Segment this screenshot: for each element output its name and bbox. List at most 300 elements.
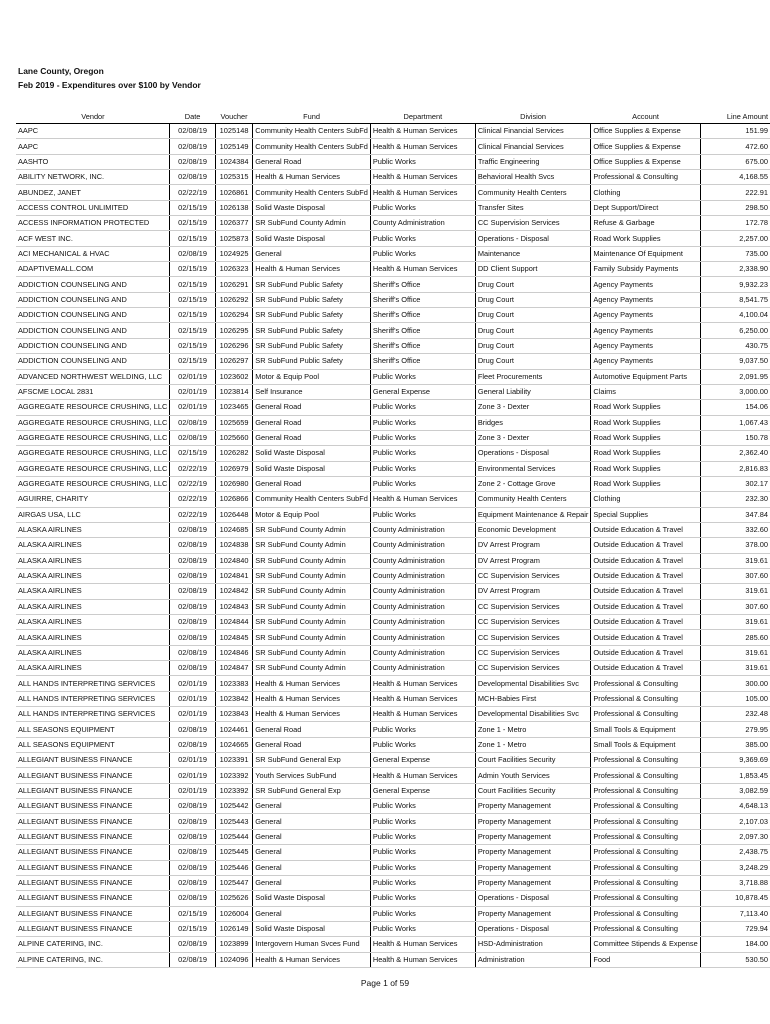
cell-fund: SR SubFund Public Safety — [253, 323, 371, 338]
table-row — [16, 737, 770, 752]
cell-voucher: 1024845 — [215, 630, 253, 645]
table-row — [16, 845, 770, 860]
cell-voucher: 1026377 — [215, 216, 253, 231]
table-row — [16, 354, 770, 369]
cell-account: Professional & Consulting — [591, 753, 700, 768]
cell-voucher: 1025446 — [215, 860, 253, 875]
cell-line-amount: 319.61 — [700, 584, 770, 599]
cell-date: 02/15/19 — [170, 231, 215, 246]
cell-department: Public Works — [370, 891, 475, 906]
cell-account: Professional & Consulting — [591, 829, 700, 844]
cell-line-amount: 307.60 — [700, 568, 770, 583]
cell-department: Public Works — [370, 231, 475, 246]
cell-fund: SR SubFund General Exp — [253, 783, 371, 798]
cell-vendor: ALASKA AIRLINES — [16, 661, 170, 676]
cell-division: Zone 1 - Metro — [475, 722, 591, 737]
cell-fund: Solid Waste Disposal — [253, 231, 371, 246]
cell-date: 02/08/19 — [170, 737, 215, 752]
table-row — [16, 891, 770, 906]
cell-account: Outside Education & Travel — [591, 645, 700, 660]
cell-account: Road Work Supplies — [591, 461, 700, 476]
cell-vendor: ALLEGIANT BUSINESS FINANCE — [16, 875, 170, 890]
cell-division: Drug Court — [475, 308, 591, 323]
cell-account: Agency Payments — [591, 338, 700, 353]
cell-vendor: ADVANCED NORTHWEST WELDING, LLC — [16, 369, 170, 384]
cell-date: 02/15/19 — [170, 354, 215, 369]
cell-line-amount: 430.75 — [700, 338, 770, 353]
cell-division: Administration — [475, 952, 591, 967]
cell-fund: Community Health Centers SubFd — [253, 139, 371, 154]
table-header-row — [16, 109, 770, 124]
cell-vendor: AGGREGATE RESOURCE CRUSHING, LLC — [16, 476, 170, 491]
cell-date: 02/08/19 — [170, 415, 215, 430]
cell-date: 02/08/19 — [170, 630, 215, 645]
table-row — [16, 400, 770, 415]
cell-voucher: 1026980 — [215, 476, 253, 491]
cell-line-amount: 232.30 — [700, 492, 770, 507]
cell-fund: Intergovern Human Svces Fund — [253, 937, 371, 952]
column-header-vendor: Vendor — [16, 109, 170, 124]
cell-fund: SR SubFund Public Safety — [253, 277, 371, 292]
cell-fund: Health & Human Services — [253, 691, 371, 706]
cell-fund: General Road — [253, 415, 371, 430]
cell-line-amount: 154.06 — [700, 400, 770, 415]
table-row — [16, 753, 770, 768]
cell-vendor: ABILITY NETWORK, INC. — [16, 170, 170, 185]
cell-division: Zone 2 - Cottage Grove — [475, 476, 591, 491]
cell-department: County Administration — [370, 216, 475, 231]
table-row — [16, 691, 770, 706]
cell-vendor: ALL HANDS INTERPRETING SERVICES — [16, 707, 170, 722]
cell-line-amount: 7,113.40 — [700, 906, 770, 921]
cell-department: Public Works — [370, 369, 475, 384]
cell-line-amount: 2,091.95 — [700, 369, 770, 384]
table-row — [16, 661, 770, 676]
cell-vendor: ALPINE CATERING, INC. — [16, 952, 170, 967]
cell-vendor: ALLEGIANT BUSINESS FINANCE — [16, 783, 170, 798]
cell-line-amount: 9,932.23 — [700, 277, 770, 292]
cell-line-amount: 2,438.75 — [700, 845, 770, 860]
cell-account: Professional & Consulting — [591, 691, 700, 706]
table-row — [16, 507, 770, 522]
cell-division: Operations - Disposal — [475, 446, 591, 461]
cell-division: Operations - Disposal — [475, 231, 591, 246]
cell-division: HSD-Administration — [475, 937, 591, 952]
cell-vendor: ALL SEASONS EQUIPMENT — [16, 722, 170, 737]
cell-fund: SR SubFund Public Safety — [253, 292, 371, 307]
cell-fund: Community Health Centers SubFd — [253, 492, 371, 507]
cell-department: Health & Human Services — [370, 768, 475, 783]
cell-date: 02/08/19 — [170, 891, 215, 906]
cell-voucher: 1026323 — [215, 262, 253, 277]
cell-department: Sheriff's Office — [370, 354, 475, 369]
cell-voucher: 1026291 — [215, 277, 253, 292]
cell-line-amount: 319.61 — [700, 553, 770, 568]
cell-line-amount: 9,369.69 — [700, 753, 770, 768]
cell-fund: SR SubFund Public Safety — [253, 338, 371, 353]
cell-account: Outside Education & Travel — [591, 584, 700, 599]
cell-division: Operations - Disposal — [475, 891, 591, 906]
cell-fund: Health & Human Services — [253, 676, 371, 691]
cell-account: Committee Stipends & Expense — [591, 937, 700, 952]
cell-line-amount: 3,082.59 — [700, 783, 770, 798]
cell-vendor: ALASKA AIRLINES — [16, 584, 170, 599]
cell-division: Behavioral Health Svcs — [475, 170, 591, 185]
cell-fund: General Road — [253, 722, 371, 737]
cell-date: 02/08/19 — [170, 661, 215, 676]
column-header-date: Date — [170, 109, 215, 124]
cell-fund: Health & Human Services — [253, 707, 371, 722]
cell-vendor: ALLEGIANT BUSINESS FINANCE — [16, 768, 170, 783]
column-header-voucher: Voucher — [215, 109, 253, 124]
cell-vendor: ADDICTION COUNSELING AND — [16, 292, 170, 307]
cell-fund: General Road — [253, 737, 371, 752]
cell-date: 02/08/19 — [170, 170, 215, 185]
cell-fund: General — [253, 906, 371, 921]
cell-voucher: 1024840 — [215, 553, 253, 568]
table-row — [16, 553, 770, 568]
cell-division: Zone 3 - Dexter — [475, 400, 591, 415]
cell-department: Public Works — [370, 875, 475, 890]
cell-department: Public Works — [370, 476, 475, 491]
cell-fund: SR SubFund County Admin — [253, 553, 371, 568]
cell-account: Agency Payments — [591, 277, 700, 292]
cell-department: Public Works — [370, 446, 475, 461]
cell-fund: SR SubFund County Admin — [253, 538, 371, 553]
table-row — [16, 139, 770, 154]
cell-account: Refuse & Garbage — [591, 216, 700, 231]
cell-division: CC Supervision Services — [475, 615, 591, 630]
cell-fund: General — [253, 875, 371, 890]
cell-line-amount: 2,257.00 — [700, 231, 770, 246]
cell-line-amount: 8,541.75 — [700, 292, 770, 307]
cell-account: Professional & Consulting — [591, 768, 700, 783]
cell-fund: Health & Human Services — [253, 952, 371, 967]
cell-department: Public Works — [370, 400, 475, 415]
cell-account: Outside Education & Travel — [591, 661, 700, 676]
cell-line-amount: 378.00 — [700, 538, 770, 553]
cell-vendor: ADDICTION COUNSELING AND — [16, 308, 170, 323]
cell-division: Property Management — [475, 875, 591, 890]
cell-division: Zone 3 - Dexter — [475, 430, 591, 445]
cell-account: Professional & Consulting — [591, 799, 700, 814]
cell-vendor: ALL HANDS INTERPRETING SERVICES — [16, 691, 170, 706]
cell-voucher: 1026866 — [215, 492, 253, 507]
table-row — [16, 246, 770, 261]
cell-department: Sheriff's Office — [370, 323, 475, 338]
cell-account: Small Tools & Equipment — [591, 737, 700, 752]
cell-vendor: ALASKA AIRLINES — [16, 645, 170, 660]
cell-date: 02/08/19 — [170, 860, 215, 875]
cell-voucher: 1024846 — [215, 645, 253, 660]
cell-fund: Solid Waste Disposal — [253, 891, 371, 906]
cell-division: Drug Court — [475, 292, 591, 307]
cell-line-amount: 4,100.04 — [700, 308, 770, 323]
cell-department: County Administration — [370, 615, 475, 630]
cell-date: 02/08/19 — [170, 937, 215, 952]
cell-account: Professional & Consulting — [591, 921, 700, 936]
cell-voucher: 1024384 — [215, 154, 253, 169]
cell-line-amount: 151.99 — [700, 124, 770, 139]
cell-voucher: 1026138 — [215, 200, 253, 215]
cell-fund: SR SubFund Public Safety — [253, 354, 371, 369]
cell-account: Office Supplies & Expense — [591, 139, 700, 154]
cell-account: Professional & Consulting — [591, 845, 700, 860]
cell-line-amount: 332.60 — [700, 522, 770, 537]
table-row — [16, 369, 770, 384]
cell-department: General Expense — [370, 384, 475, 399]
cell-account: Road Work Supplies — [591, 231, 700, 246]
cell-account: Road Work Supplies — [591, 415, 700, 430]
cell-date: 02/22/19 — [170, 476, 215, 491]
cell-account: Road Work Supplies — [591, 446, 700, 461]
cell-date: 02/08/19 — [170, 568, 215, 583]
table-row — [16, 430, 770, 445]
cell-account: Agency Payments — [591, 354, 700, 369]
cell-account: Office Supplies & Expense — [591, 154, 700, 169]
table-row — [16, 461, 770, 476]
table-row — [16, 262, 770, 277]
table-row — [16, 200, 770, 215]
cell-fund: General Road — [253, 476, 371, 491]
cell-fund: Motor & Equip Pool — [253, 369, 371, 384]
cell-fund: Self Insurance — [253, 384, 371, 399]
cell-department: Health & Human Services — [370, 170, 475, 185]
table-row — [16, 676, 770, 691]
cell-date: 02/08/19 — [170, 430, 215, 445]
cell-vendor: AGGREGATE RESOURCE CRUSHING, LLC — [16, 430, 170, 445]
cell-department: County Administration — [370, 599, 475, 614]
table-row — [16, 446, 770, 461]
table-row — [16, 860, 770, 875]
cell-vendor: AIRGAS USA, LLC — [16, 507, 170, 522]
cell-account: Agency Payments — [591, 323, 700, 338]
cell-department: Public Works — [370, 722, 475, 737]
cell-date: 02/08/19 — [170, 599, 215, 614]
cell-division: Clinical Financial Services — [475, 139, 591, 154]
cell-line-amount: 150.78 — [700, 430, 770, 445]
cell-account: Agency Payments — [591, 292, 700, 307]
cell-line-amount: 3,248.29 — [700, 860, 770, 875]
cell-voucher: 1023843 — [215, 707, 253, 722]
cell-date: 02/01/19 — [170, 783, 215, 798]
cell-date: 02/01/19 — [170, 768, 215, 783]
cell-line-amount: 9,037.50 — [700, 354, 770, 369]
cell-fund: SR SubFund County Admin — [253, 615, 371, 630]
cell-account: Food — [591, 952, 700, 967]
cell-date: 02/22/19 — [170, 461, 215, 476]
cell-account: Clothing — [591, 185, 700, 200]
table-row — [16, 875, 770, 890]
cell-division: DD Client Support — [475, 262, 591, 277]
cell-division: Property Management — [475, 814, 591, 829]
cell-account: Road Work Supplies — [591, 400, 700, 415]
cell-vendor: ADDICTION COUNSELING AND — [16, 338, 170, 353]
cell-voucher: 1024841 — [215, 568, 253, 583]
cell-department: County Administration — [370, 568, 475, 583]
cell-division: Economic Development — [475, 522, 591, 537]
cell-voucher: 1024847 — [215, 661, 253, 676]
cell-voucher: 1025659 — [215, 415, 253, 430]
cell-division: Fleet Procurements — [475, 369, 591, 384]
cell-date: 02/08/19 — [170, 615, 215, 630]
cell-division: Drug Court — [475, 338, 591, 353]
cell-fund: Solid Waste Disposal — [253, 461, 371, 476]
cell-vendor: ADDICTION COUNSELING AND — [16, 277, 170, 292]
table-row — [16, 231, 770, 246]
cell-division: Drug Court — [475, 277, 591, 292]
cell-line-amount: 2,816.83 — [700, 461, 770, 476]
cell-line-amount: 3,718.88 — [700, 875, 770, 890]
cell-voucher: 1024925 — [215, 246, 253, 261]
cell-division: Property Management — [475, 860, 591, 875]
cell-department: Public Works — [370, 799, 475, 814]
table-row — [16, 415, 770, 430]
cell-voucher: 1023392 — [215, 768, 253, 783]
table-row — [16, 937, 770, 952]
cell-voucher: 1025442 — [215, 799, 253, 814]
cell-line-amount: 347.84 — [700, 507, 770, 522]
table-row — [16, 538, 770, 553]
cell-date: 02/01/19 — [170, 384, 215, 399]
cell-voucher: 1026004 — [215, 906, 253, 921]
table-row — [16, 584, 770, 599]
cell-fund: General — [253, 845, 371, 860]
cell-voucher: 1025626 — [215, 891, 253, 906]
cell-department: County Administration — [370, 630, 475, 645]
cell-voucher: 1026149 — [215, 921, 253, 936]
cell-department: Sheriff's Office — [370, 277, 475, 292]
cell-date: 02/15/19 — [170, 921, 215, 936]
cell-vendor: ADDICTION COUNSELING AND — [16, 323, 170, 338]
cell-vendor: ADDICTION COUNSELING AND — [16, 354, 170, 369]
cell-fund: General — [253, 814, 371, 829]
cell-fund: SR SubFund County Admin — [253, 599, 371, 614]
cell-voucher: 1026282 — [215, 446, 253, 461]
cell-line-amount: 2,362.40 — [700, 446, 770, 461]
cell-voucher: 1026297 — [215, 354, 253, 369]
cell-date: 02/08/19 — [170, 722, 215, 737]
cell-date: 02/01/19 — [170, 691, 215, 706]
cell-division: Court Facilities Security — [475, 783, 591, 798]
cell-division: General Liability — [475, 384, 591, 399]
cell-department: Public Works — [370, 246, 475, 261]
cell-division: Operations - Disposal — [475, 921, 591, 936]
cell-division: DV Arrest Program — [475, 538, 591, 553]
cell-line-amount: 735.00 — [700, 246, 770, 261]
table-row — [16, 630, 770, 645]
cell-date: 02/15/19 — [170, 906, 215, 921]
cell-division: DV Arrest Program — [475, 553, 591, 568]
cell-fund: Solid Waste Disposal — [253, 921, 371, 936]
cell-voucher: 1026294 — [215, 308, 253, 323]
cell-date: 02/08/19 — [170, 799, 215, 814]
table-row — [16, 277, 770, 292]
cell-account: Outside Education & Travel — [591, 568, 700, 583]
cell-division: Property Management — [475, 845, 591, 860]
cell-department: Public Works — [370, 906, 475, 921]
cell-account: Clothing — [591, 492, 700, 507]
cell-line-amount: 319.61 — [700, 661, 770, 676]
cell-account: Claims — [591, 384, 700, 399]
cell-date: 02/08/19 — [170, 139, 215, 154]
cell-vendor: ALASKA AIRLINES — [16, 553, 170, 568]
cell-division: CC Supervision Services — [475, 599, 591, 614]
expenditures-table — [16, 109, 770, 968]
cell-voucher: 1023391 — [215, 753, 253, 768]
table-row — [16, 492, 770, 507]
cell-account: Professional & Consulting — [591, 860, 700, 875]
cell-department: Health & Human Services — [370, 124, 475, 139]
cell-division: CC Supervision Services — [475, 630, 591, 645]
cell-department: Health & Human Services — [370, 691, 475, 706]
cell-voucher: 1026861 — [215, 185, 253, 200]
cell-vendor: AAPC — [16, 139, 170, 154]
cell-voucher: 1023814 — [215, 384, 253, 399]
column-header-fund: Fund — [253, 109, 371, 124]
cell-date: 02/08/19 — [170, 875, 215, 890]
cell-department: Public Works — [370, 461, 475, 476]
cell-account: Road Work Supplies — [591, 476, 700, 491]
cell-department: County Administration — [370, 645, 475, 660]
table-row — [16, 170, 770, 185]
cell-line-amount: 729.94 — [700, 921, 770, 936]
cell-account: Outside Education & Travel — [591, 553, 700, 568]
cell-fund: General — [253, 860, 371, 875]
cell-vendor: ALASKA AIRLINES — [16, 522, 170, 537]
cell-voucher: 1024842 — [215, 584, 253, 599]
cell-fund: General — [253, 829, 371, 844]
cell-division: Maintenance — [475, 246, 591, 261]
cell-fund: SR SubFund General Exp — [253, 753, 371, 768]
cell-line-amount: 307.60 — [700, 599, 770, 614]
table-row — [16, 952, 770, 967]
column-header-department: Department — [370, 109, 475, 124]
cell-account: Outside Education & Travel — [591, 538, 700, 553]
table-row — [16, 829, 770, 844]
cell-line-amount: 6,250.00 — [700, 323, 770, 338]
cell-date: 02/15/19 — [170, 262, 215, 277]
cell-voucher: 1025315 — [215, 170, 253, 185]
cell-department: Public Works — [370, 845, 475, 860]
cell-department: General Expense — [370, 783, 475, 798]
cell-account: Agency Payments — [591, 308, 700, 323]
table-row — [16, 185, 770, 200]
cell-fund: Health & Human Services — [253, 262, 371, 277]
cell-line-amount: 1,853.45 — [700, 768, 770, 783]
cell-fund: SR SubFund County Admin — [253, 216, 371, 231]
cell-account: Professional & Consulting — [591, 170, 700, 185]
cell-voucher: 1023465 — [215, 400, 253, 415]
cell-division: CC Supervision Services — [475, 661, 591, 676]
table-row — [16, 292, 770, 307]
cell-vendor: ALPINE CATERING, INC. — [16, 937, 170, 952]
cell-division: Equipment Maintenance & Repair — [475, 507, 591, 522]
cell-department: Sheriff's Office — [370, 338, 475, 353]
cell-date: 02/15/19 — [170, 200, 215, 215]
cell-division: Bridges — [475, 415, 591, 430]
cell-voucher: 1025445 — [215, 845, 253, 860]
cell-fund: General Road — [253, 400, 371, 415]
table-row — [16, 768, 770, 783]
cell-voucher: 1025443 — [215, 814, 253, 829]
cell-vendor: ACCESS CONTROL UNLIMITED — [16, 200, 170, 215]
cell-account: Small Tools & Equipment — [591, 722, 700, 737]
cell-division: Environmental Services — [475, 461, 591, 476]
cell-date: 02/15/19 — [170, 338, 215, 353]
cell-vendor: ALLEGIANT BUSINESS FINANCE — [16, 860, 170, 875]
cell-line-amount: 530.50 — [700, 952, 770, 967]
